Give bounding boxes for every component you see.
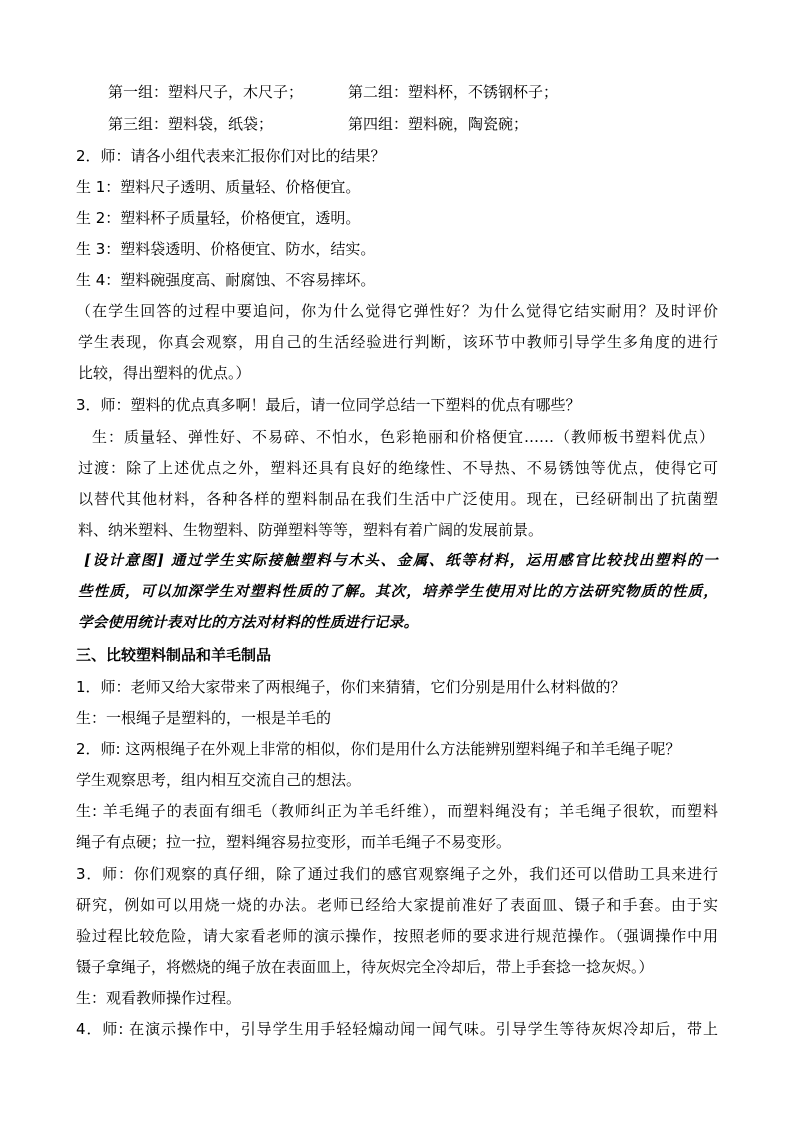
paragraph-line: 生：观看教师操作过程。 (76, 989, 242, 1007)
paragraph-line: 生：质量轻、弹性好、不易碎、不怕水，色彩艳丽和价格便宜……（教师板书塑料优点） (92, 428, 714, 446)
paragraph-line: 以替代其他材料，各种各样的塑料制品在我们生活中广泛使用。现在，已经研制出了抗菌塑 (78, 490, 718, 508)
paragraph-line: 4．师: 在演示操作中，引导学生用手轻轻煽动闻一闻气味。引导学生等待灰烬冷却后，带上 (76, 1020, 718, 1038)
group-1-text: 第一组：塑料尺子，木尺子； (108, 83, 304, 101)
design-intent-line: 学会使用统计表对比的方法对材料的性质进行记录。 (78, 614, 419, 631)
paragraph-line: 3．师：你们观察的真仔细，除了通过我们的感官观察绳子之外，我们还可以借助工具来进行 (76, 865, 718, 883)
paragraph-line: 比较，得出塑料的优点。） (78, 364, 251, 382)
group-4-text: 第四组：塑料碗，陶瓷碗； (348, 115, 529, 133)
group-2-text: 第二组：塑料杯，不锈钢杯子； (348, 83, 559, 101)
paragraph-line: 生 4：塑料碗强度高、耐腐蚀、不容易摔坏。 (76, 271, 376, 289)
paragraph-line: 镊子拿绳子，将燃烧的绳子放在表面皿上，待灰烬完全冷却后，带上手套捻一捻灰烬。） (76, 958, 654, 976)
paragraph-line: 生 3：塑料袋透明、价格便宜、防水，结实。 (76, 240, 376, 258)
paragraph-line: 研究，例如可以用烧一烧的办法。老师已经给大家提前准好了表面皿、镊子和手套。由于实 (76, 896, 718, 914)
design-intent-line: [设计意图] 通过学生实际接触塑料与木头、金属、纸等材料，运用感官比较找出塑料的一 (84, 552, 718, 569)
paragraph-line: 3．师：塑料的优点真多啊！最后，请一位同学总结一下塑料的优点有哪些？ (76, 396, 581, 414)
paragraph-line: 验过程比较危险，请大家看老师的演示操作，按照老师的要求进行规范操作。（强调操作中用 (76, 927, 718, 945)
paragraph-line: 绳子有点硬；拉一拉，塑料绳容易拉变形，而羊毛绳子不易变形。 (76, 833, 512, 851)
paragraph-line: 料、纳米塑料、生物塑料、防弹塑料等等，塑料有着广阔的发展前景。 (78, 521, 544, 539)
section-heading: 三、比较塑料制品和羊毛制品 (76, 646, 272, 664)
paragraph-line: 过渡：除了上述优点之外，塑料还具有良好的绝缘性、不导热、不易锈蚀等优点，使得它可 (78, 459, 718, 477)
group-3-text: 第三组：塑料袋，纸袋； (108, 115, 274, 133)
paragraph-line: 2．师: 这两根绳子在外观上非常的相似，你们是用什么方法能辨别塑料绳子和羊毛绳子呢？ (76, 740, 681, 758)
paragraph-line: 1．师：老师又给大家带来了两根绳子，你们来猜猜，它们分别是用什么材料做的？ (76, 678, 626, 696)
paragraph-line: （在学生回答的过程中要追问，你为什么觉得它弹性好？为什么觉得它结实耐用？及时评价 (76, 302, 718, 320)
paragraph-line: 学生表现，你真会观察，用自己的生活经验进行判断，该环节中教师引导学生多角度的进行 (78, 333, 718, 351)
paragraph-line: 学生观察思考，组内相互交流自己的想法。 (76, 771, 362, 789)
design-intent-line: 些性质，可以加深学生对塑料性质的了解。其次，培养学生使用对比的方法研究物质的性质， (78, 583, 718, 600)
paragraph-line: 生: 羊毛绳子的表面有细毛（教师纠正为羊毛纤维），而塑料绳没有；羊毛绳子很软，而塑料 (76, 802, 718, 820)
paragraph-line: 2．师：请各小组代表来汇报你们对比的结果？ (76, 147, 386, 165)
paragraph-line: 生 2：塑料杯子质量轻，价格便宜，透明。 (76, 209, 361, 227)
paragraph-line: 生 1：塑料尺子透明、质量轻、价格便宜。 (76, 178, 361, 196)
paragraph-line: 生：一根绳子是塑料的，一根是羊毛的 (76, 709, 332, 727)
